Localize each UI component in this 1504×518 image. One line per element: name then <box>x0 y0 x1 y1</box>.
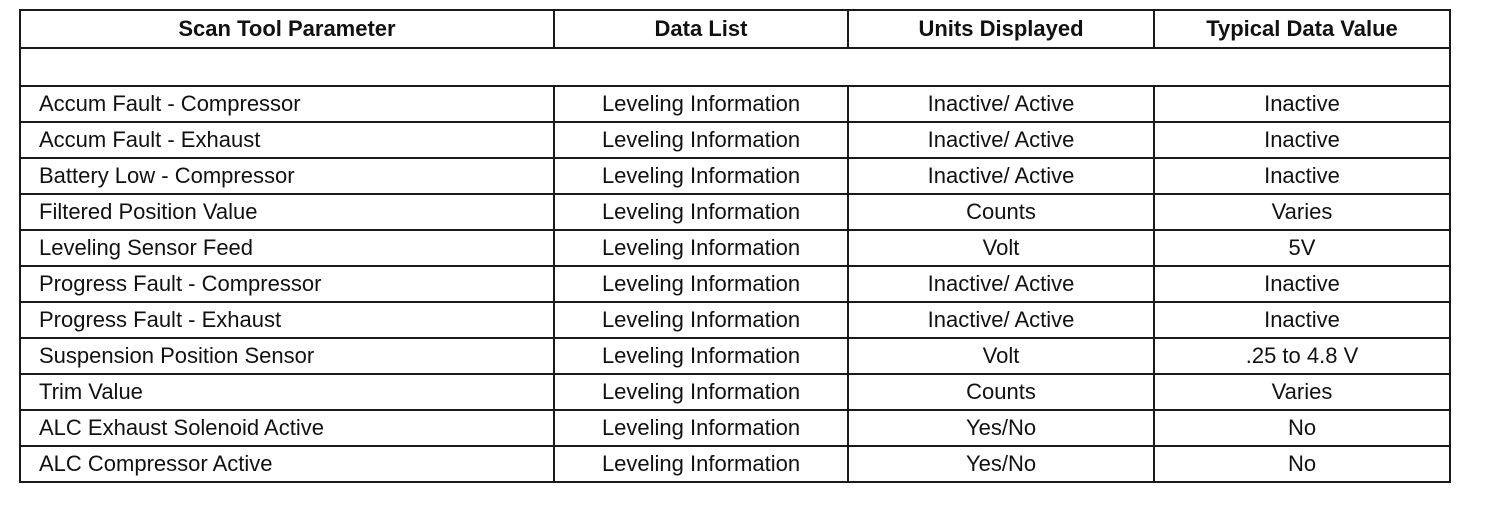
table-row <box>20 374 1450 410</box>
data-list-cell: Leveling Information <box>554 194 848 230</box>
typical-value-cell: Inactive <box>1154 158 1450 194</box>
typical-value-cell: Inactive <box>1154 122 1450 158</box>
data-list-cell: Leveling Information <box>554 410 848 446</box>
table-row <box>20 86 1450 122</box>
header-units-displayed: Units Displayed <box>848 10 1154 48</box>
data-list-cell: Leveling Information <box>554 230 848 266</box>
data-list-cell: Leveling Information <box>554 446 848 482</box>
data-list-cell: Leveling Information <box>554 374 848 410</box>
parameter-cell: Suspension Position Sensor <box>20 338 554 374</box>
data-list-cell: Leveling Information <box>554 86 848 122</box>
table-row <box>20 194 1450 230</box>
units-cell: Inactive/ Active <box>848 86 1154 122</box>
typical-value-cell: Inactive <box>1154 266 1450 302</box>
table-row <box>20 302 1450 338</box>
parameter-cell: Accum Fault - Compressor <box>20 86 554 122</box>
units-cell: Yes/No <box>848 446 1154 482</box>
units-cell: Inactive/ Active <box>848 266 1154 302</box>
table-row <box>20 446 1450 482</box>
data-list-cell: Leveling Information <box>554 266 848 302</box>
data-list-cell: Leveling Information <box>554 338 848 374</box>
typical-value-cell: 5V <box>1154 230 1450 266</box>
scan-tool-data-table <box>19 9 1451 483</box>
units-cell: Counts <box>848 194 1154 230</box>
table-row <box>20 230 1450 266</box>
parameter-cell: ALC Compressor Active <box>20 446 554 482</box>
parameter-cell: Progress Fault - Exhaust <box>20 302 554 338</box>
table-body <box>20 48 1450 482</box>
table-row <box>20 158 1450 194</box>
table-row <box>20 410 1450 446</box>
header-row <box>20 10 1450 48</box>
parameter-cell: Filtered Position Value <box>20 194 554 230</box>
parameter-cell: Progress Fault - Compressor <box>20 266 554 302</box>
blank-spacer-cell <box>20 48 1450 86</box>
typical-value-cell: Varies <box>1154 194 1450 230</box>
parameter-cell: Accum Fault - Exhaust <box>20 122 554 158</box>
parameter-cell: Leveling Sensor Feed <box>20 230 554 266</box>
blank-spacer-row <box>20 48 1450 86</box>
table-row <box>20 122 1450 158</box>
data-list-cell: Leveling Information <box>554 158 848 194</box>
header-data-list: Data List <box>554 10 848 48</box>
parameter-cell: Battery Low - Compressor <box>20 158 554 194</box>
units-cell: Inactive/ Active <box>848 122 1154 158</box>
typical-value-cell: Varies <box>1154 374 1450 410</box>
typical-value-cell: Inactive <box>1154 302 1450 338</box>
units-cell: Volt <box>848 230 1154 266</box>
units-cell: Volt <box>848 338 1154 374</box>
typical-value-cell: No <box>1154 446 1450 482</box>
table-row <box>20 338 1450 374</box>
units-cell: Yes/No <box>848 410 1154 446</box>
typical-value-cell: Inactive <box>1154 86 1450 122</box>
data-list-cell: Leveling Information <box>554 122 848 158</box>
units-cell: Inactive/ Active <box>848 158 1154 194</box>
typical-value-cell: No <box>1154 410 1450 446</box>
parameter-cell: ALC Exhaust Solenoid Active <box>20 410 554 446</box>
table-row <box>20 266 1450 302</box>
units-cell: Inactive/ Active <box>848 302 1154 338</box>
units-cell: Counts <box>848 374 1154 410</box>
header-scan-tool-parameter: Scan Tool Parameter <box>20 10 554 48</box>
parameter-cell: Trim Value <box>20 374 554 410</box>
table-header <box>20 10 1450 48</box>
header-typical-data-value: Typical Data Value <box>1154 10 1450 48</box>
data-list-cell: Leveling Information <box>554 302 848 338</box>
typical-value-cell: .25 to 4.8 V <box>1154 338 1450 374</box>
